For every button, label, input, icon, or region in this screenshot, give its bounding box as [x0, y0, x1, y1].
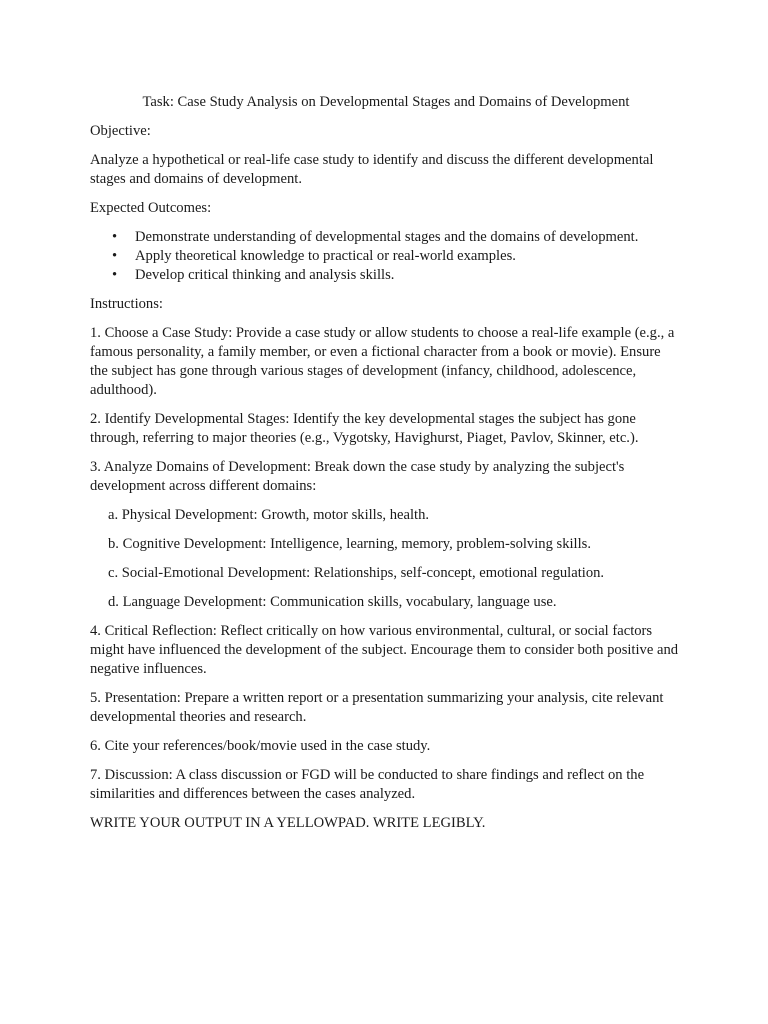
objective-text: Analyze a hypothetical or real-life case study to identify and discuss the different developmental stages and domains of development.: [90, 152, 654, 187]
instruction-step-3: 3. Analyze Domains of Development: Break down the case study by analyzing the subject's development across different domains:: [90, 459, 625, 494]
list-item: [90, 266, 682, 285]
outcomes-heading: Expected Outcomes:: [90, 200, 212, 216]
instruction-step-4: 4. Critical Reflection: Reflect critically on how various environmental, cultural, or social factors might have influenced the development of the subject. Encourage them to consider both positive and negative influences.: [90, 623, 679, 677]
document-title: Task: Case Study Analysis on Developmental Stages and Domains of Development: [142, 94, 630, 110]
domain-physical: a. Physical Development: Growth, motor skills, health.: [108, 507, 430, 523]
objective-heading: Objective:: [90, 123, 151, 139]
instruction-step-2: 2. Identify Developmental Stages: Identify the key developmental stages the subject has gone through, referring to major theories (e.g., Vygotsky, Havighurst, Piaget, Pavlov, Skinner, etc.).: [90, 411, 639, 446]
domain-language: d. Language Development: Communication skills, vocabulary, language use.: [108, 594, 557, 610]
document-page: [90, 93, 682, 843]
closing-note: WRITE YOUR OUTPUT IN A YELLOWPAD. WRITE LEGIBLY.: [90, 815, 486, 831]
instructions-heading: Instructions:: [90, 296, 163, 312]
bullet-icon: •: [112, 248, 118, 264]
instruction-step-6: 6. Cite your references/book/movie used in the case study.: [90, 738, 431, 754]
bullet-icon: •: [112, 267, 118, 283]
outcome-text: Demonstrate understanding of developmental stages and the domains of development.: [135, 229, 639, 245]
domain-cognitive: b. Cognitive Development: Intelligence, learning, memory, problem-solving skills.: [108, 536, 591, 552]
instruction-step-7: 7. Discussion: A class discussion or FGD will be conducted to share findings and reflect on the similarities and differences between the cases analyzed.: [90, 767, 645, 802]
bullet-icon: •: [112, 229, 118, 245]
list-item: [90, 247, 682, 266]
instruction-step-1: 1. Choose a Case Study: Provide a case study or allow students to choose a real-life example (e.g., a famous personality, a family member, or even a fictional character from a book or movie). Ensure the subject has gone through various stages of development (infancy, childhood, adolescence, adulthood).: [90, 325, 675, 398]
outcomes-list: [90, 228, 682, 285]
list-item: [90, 228, 682, 247]
outcome-text: Apply theoretical knowledge to practical or real-world examples.: [135, 248, 516, 264]
instruction-step-5: 5. Presentation: Prepare a written report or a presentation summarizing your analysis, cite relevant developmental theories and research.: [90, 690, 664, 725]
outcome-text: Develop critical thinking and analysis skills.: [135, 267, 395, 283]
domain-social-emotional: c. Social-Emotional Development: Relationships, self-concept, emotional regulation.: [108, 565, 605, 581]
